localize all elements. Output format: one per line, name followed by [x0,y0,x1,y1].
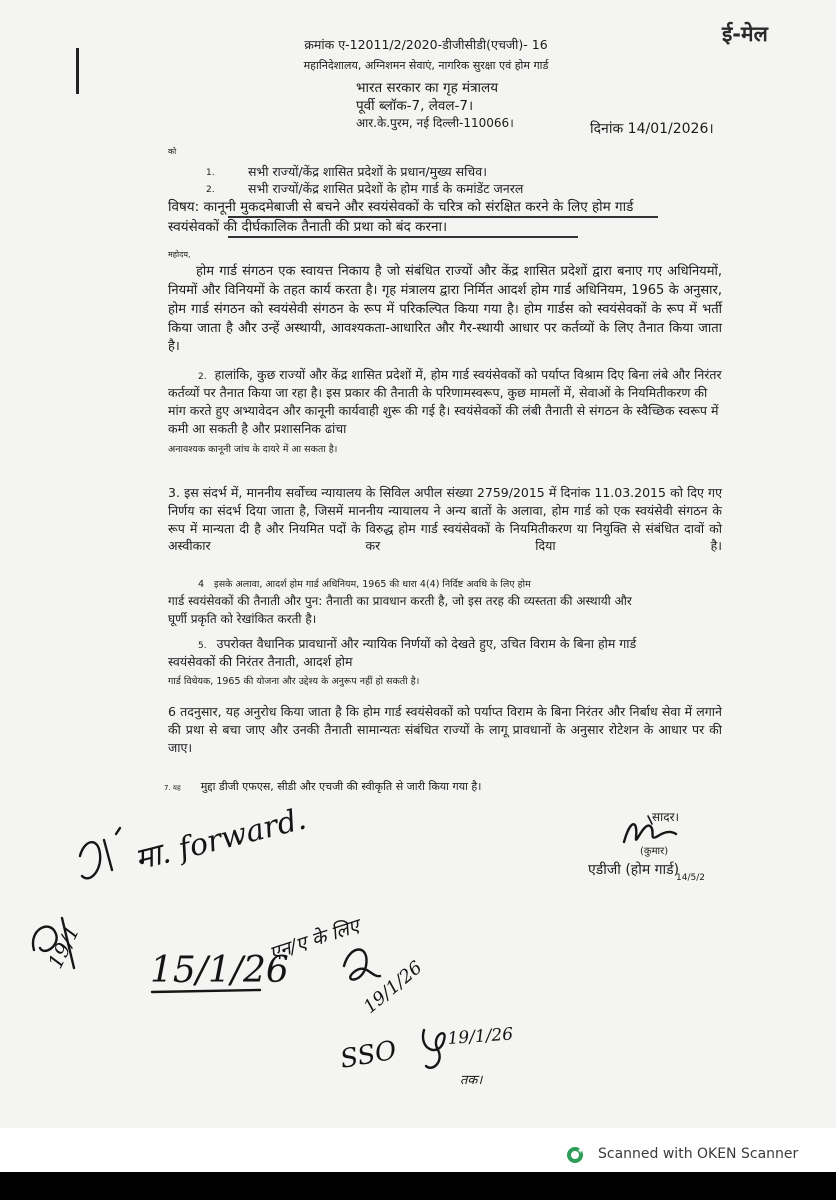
office-address: आर.के.पुरम, नई दिल्ली-110066। [356,116,514,130]
paragraph-4 [168,574,648,628]
paragraph-7 [164,779,722,794]
paragraph-tail: अनावश्यक कानूनी जांच के दायरे में आ सकता है। [168,443,338,455]
office-block: पूर्वी ब्लॉक-7, लेवल-7। [356,98,474,114]
email-tag: ई-मेल [722,22,768,46]
paragraph-text: इसके अलावा, आदर्श होम गार्ड अधिनियम, 1965 की धारा 4(4) निर्दिष्ट अवधि के लिए होम [214,579,531,590]
paragraph-number: 4 [198,579,205,590]
paragraph-number: 2. [198,372,207,382]
handwritten-sso: SSO [338,1035,399,1075]
paragraph-3: 3. इस संदर्भ में, माननीय सर्वोच्च न्यायालय के सिविल अपील संख्या 2759/2015 में दिनांक 11.03.2015 को दिए गए निर्णय का संदर्भ दिया जाता है, जिसमें माननीय न्यायालय ने अन्य बातों के अलावा, होम गार्ड को एक स्वयंसेवी संगठन के रूप में मान्यता दी है और नियमित पदों के विरुद्ध होम गार्ड स्वयंसेवकों के नियमितीकरण या नियुक्ति से संबंधित दावों को अस्वीकार कर दिया है। [168,485,722,554]
paragraph-number: 5. [198,641,207,651]
handwritten-annotations [20,800,580,1120]
recipient-text: सभी राज्यों/केंद्र शासित प्रदेशों के होम गार्ड के कमांडेंट जनरल [248,181,524,196]
paragraph-text: मुद्दा डीजी एफएस, सीडी और एचजी की स्वीकृति से जारी किया गया है। [200,780,482,793]
subject-line: विषय: कानूनी मुकदमेबाजी से बचने और स्वयंसेवकों के चरित्र को संरक्षित करने के लिए होम गार्ड स्वयंसेवकों की दीर्घकालिक तैनाती की प्रथा को बंद करना। [168,199,634,235]
paragraph-text: गार्ड स्वयंसेवकों की तैनाती और पुन: तैनाती का प्रावधान करती है, जो इस तरह की व्यस्तता की अस्थायी और घूर्णी प्रकृति को रेखांकित करती है। [168,594,632,627]
paragraph-number: 7. यह [164,784,181,792]
reference-number: क्रमांक ए-12011/2/2020-डीजीसीडी(एचजी)- 16 [304,37,548,52]
handwritten-for-na: एन/ए के लिए [266,915,362,965]
directorate-name: महानिदेशालय, अग्निशमन सेवाएं, नागरिक सुरक्षा एवं होम गार्ड [303,59,549,72]
signatory-title: एडीजी (होम गार्ड) [588,862,680,878]
paragraph-6: 6 तदनुसार, यह अनुरोध किया जाता है कि होम गार्ड स्वयंसेवकों को पर्याप्त विराम के बिना निरंतर और निर्बाध सेवा में लगाने की प्रथा से बचा जाए और उनकी तैनाती सामान्यतः संबंधित राज्यों के लागू प्रावधानों के अनुसार रोटेशन के आधार पर की जाए। [168,704,722,755]
letter-date: दिनांक 14/01/2026। [590,121,714,137]
recipient-text: सभी राज्यों/केंद्र शासित प्रदेशों के प्रधान/मुख्य सचिव। [248,164,487,179]
paragraph-tail: गार्ड विधेयक, 1965 की योजना और उद्देश्य के अनुरूप नहीं हो सकती है। [168,676,420,688]
paragraph-text: हालांकि, कुछ राज्यों और केंद्र शासित प्रदेशों में, होम गार्ड स्वयंसेवकों को पर्याप्त विश्राम दिए बिना लंबे और निरंतर कर्तव्यों पर तैनात किया जा रहा है। इस प्रकार की तैनाती के परिणामस्वरूप, कुछ मामलों में, सेवाओं के नियमितीकरण की मांग करते हुए अभ्यावेदन और कानूनी कार्यवाही शुरू की गई है। स्वयंसेवकों की लंबी तैनाती से संगठन के स्वैच्छिक स्वरूप में कमी आ सकती है और प्रशासनिक ढांचा [168,367,722,437]
handwritten-date-3: 19/1/26 [446,1024,514,1049]
paragraph-2 [168,366,722,457]
signatory-name: (कुमार) [640,846,669,857]
paragraph-5 [168,635,638,689]
to-label: को [168,147,177,156]
margin-pen-mark [76,48,79,94]
recipient-number: 2. [206,185,215,195]
salutation: महोदय, [168,250,191,259]
handwritten-corner-date: 19/1 [42,921,85,973]
bottom-black-bar [0,1172,836,1200]
handwritten-date-1: 15/1/26 [150,950,289,991]
paragraph-1: होम गार्ड संगठन एक स्वायत्त निकाय है जो संबंधित राज्यों और केंद्र शासित प्रदेशों द्वारा बनाए गए अधिनियमों, नियमों और विनियमों के तहत कार्य करता है। गृह मंत्रालय द्वारा निर्मित आदर्श होम गार्ड अधिनियम, 1965 के अनुसार, होम गार्ड संगठन को स्वयंसेवी संगठन के रूप में परिकल्पित किया गया है। होम गार्डस को स्वयंसेवकों के रूप में भर्ती किया जाता है और उन्हें अस्थायी, आवश्यकता-आधारित और गैर-स्थायी आधार पर कर्तव्यों के लिए तैनात किया जाता है। [168,264,722,355]
government-name: भारत सरकार का गृह मंत्रालय [356,80,499,96]
subject-underline [228,216,658,218]
scanner-watermark-text: Scanned with OKEN Scanner [598,1146,799,1162]
recipient-number: 1. [206,168,215,178]
handwritten-date-2: 19/1/26 [359,957,427,1018]
closing-regards: सादर। [652,810,680,824]
signature-date: 14/5/2 [676,873,705,883]
subject-underline [228,236,578,238]
paragraph-text: उपरोक्त वैधानिक प्रावधानों और न्यायिक निर्णयों को देखते हुए, उचित विराम के बिना होम गार्ड स्वयंसेवकों की निरंतर तैनाती, आदर्श होम [168,636,637,670]
forward-note: मा. forward. [131,801,310,878]
scanner-logo-icon [566,1146,584,1164]
handwritten-taka: तक। [460,1073,483,1088]
